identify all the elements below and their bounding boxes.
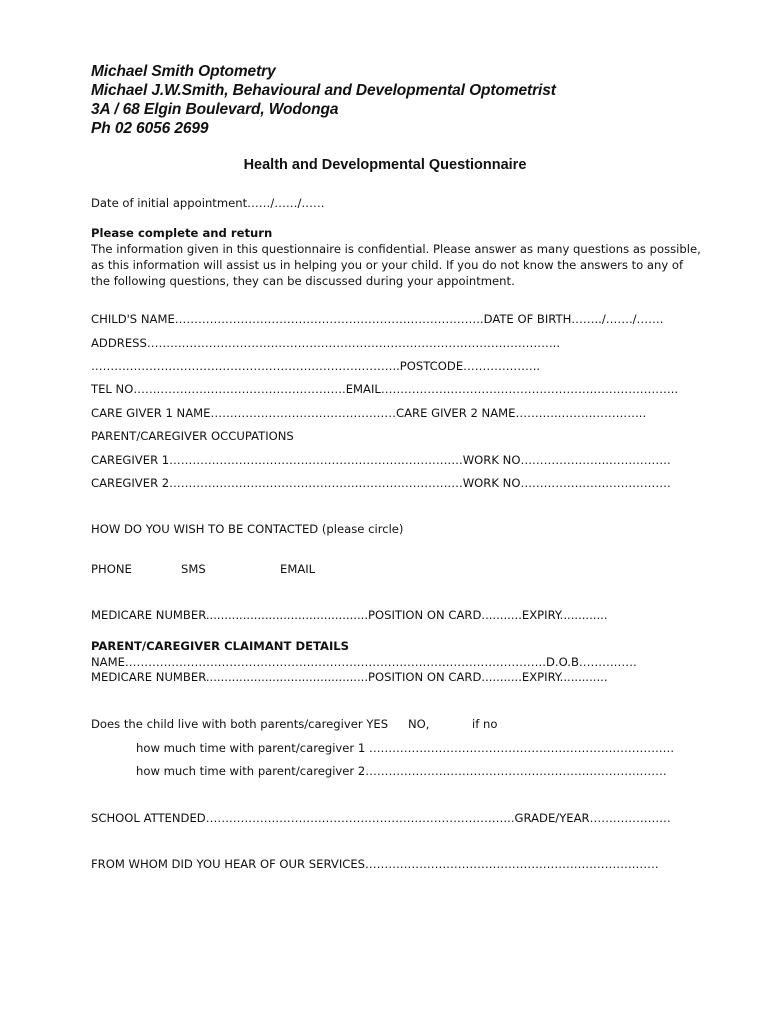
intro-paragraph (91, 241, 701, 289)
practice-address: 3A / 68 Elgin Boulevard, Wodonga (91, 101, 339, 118)
time-parent2-field[interactable]: how much time with parent/caregiver 2…………………………………………………………………… (136, 764, 667, 778)
form-title: Health and Developmental Questionnaire (243, 157, 527, 173)
lives-with-if-no: if no (472, 717, 498, 731)
practice-phone: Ph 02 6056 2699 (91, 120, 209, 137)
referral-field[interactable]: FROM WHOM DID YOU HEAR OF OUR SERVICES…………………………………………………………………. (91, 857, 659, 871)
tel-email-field[interactable]: TEL NO……………………………………………….EMAIL………………………………………………………………….. (91, 382, 679, 396)
initial-appointment-field[interactable]: Date of initial appointment……/……/…… (91, 196, 325, 210)
time-parent1-field[interactable]: how much time with parent/caregiver 1 ……………………………………………………………………. (136, 741, 675, 755)
practice-name: Michael Smith Optometry (91, 63, 276, 80)
claimant-name-field[interactable]: NAME……………………………………………………………………………………………….D.O.B…………… (91, 655, 637, 669)
child-name-field[interactable]: CHILD'S NAME……………………………………………………………………..DATE OF BIRTH……../……./……. (91, 312, 664, 326)
intro-line: The information given in this questionnaire is confidential. Please answer as many questions as possible, (91, 242, 701, 256)
caregiver2-field[interactable]: CAREGIVER 2………………………………………………………………….WORK NO…………………..……………. (91, 476, 671, 490)
intro-line: the following questions, they can be discussed during your appointment. (91, 274, 515, 288)
contact-option-sms[interactable]: SMS (181, 562, 206, 576)
intro-line: as this information will assist us in helping you or your child. If you do not know the answers to any of (91, 258, 684, 272)
lives-with-question[interactable]: Does the child live with both parents/caregiver YES (91, 717, 389, 731)
address-field[interactable]: ADDRESS…………………………………………………………………………………………….. (91, 336, 561, 350)
medicare-field[interactable]: MEDICARE NUMBER............................................POSITION ON CARD...........EXPIRY............. (91, 608, 608, 622)
contact-option-email[interactable]: EMAIL (280, 562, 316, 576)
care-giver-names-field[interactable]: CARE GIVER 1 NAME…………………………………………CARE GIVER 2 NAME………..………………….. (91, 406, 647, 420)
practitioner-name: Michael J.W.Smith, Behavioural and Developmental Optometrist (91, 82, 556, 99)
contact-question: HOW DO YOU WISH TO BE CONTACTED (please circle) (91, 522, 404, 536)
school-field[interactable]: SCHOOL ATTENDED……………………………………………………………………..GRADE/YEAR………………… (91, 811, 671, 825)
contact-option-phone[interactable]: PHONE (91, 562, 132, 576)
lives-with-no-option[interactable]: NO, (408, 717, 430, 731)
address-postcode-field[interactable]: ……………………………………………………………………..POSTCODE……………….. (91, 359, 541, 373)
caregiver1-field[interactable]: CAREGIVER 1………………………………………………………………….WORK NO…………………..……………. (91, 453, 671, 467)
return-heading: Please complete and return (91, 226, 273, 240)
practice-header (91, 62, 556, 138)
claimant-heading: PARENT/CAREGIVER CLAIMANT DETAILS (91, 639, 350, 653)
occupations-heading: PARENT/CAREGIVER OCCUPATIONS (91, 429, 294, 443)
claimant-medicare-field[interactable]: MEDICARE NUMBER............................................POSITION ON CARD...........EXPIRY............. (91, 670, 608, 684)
